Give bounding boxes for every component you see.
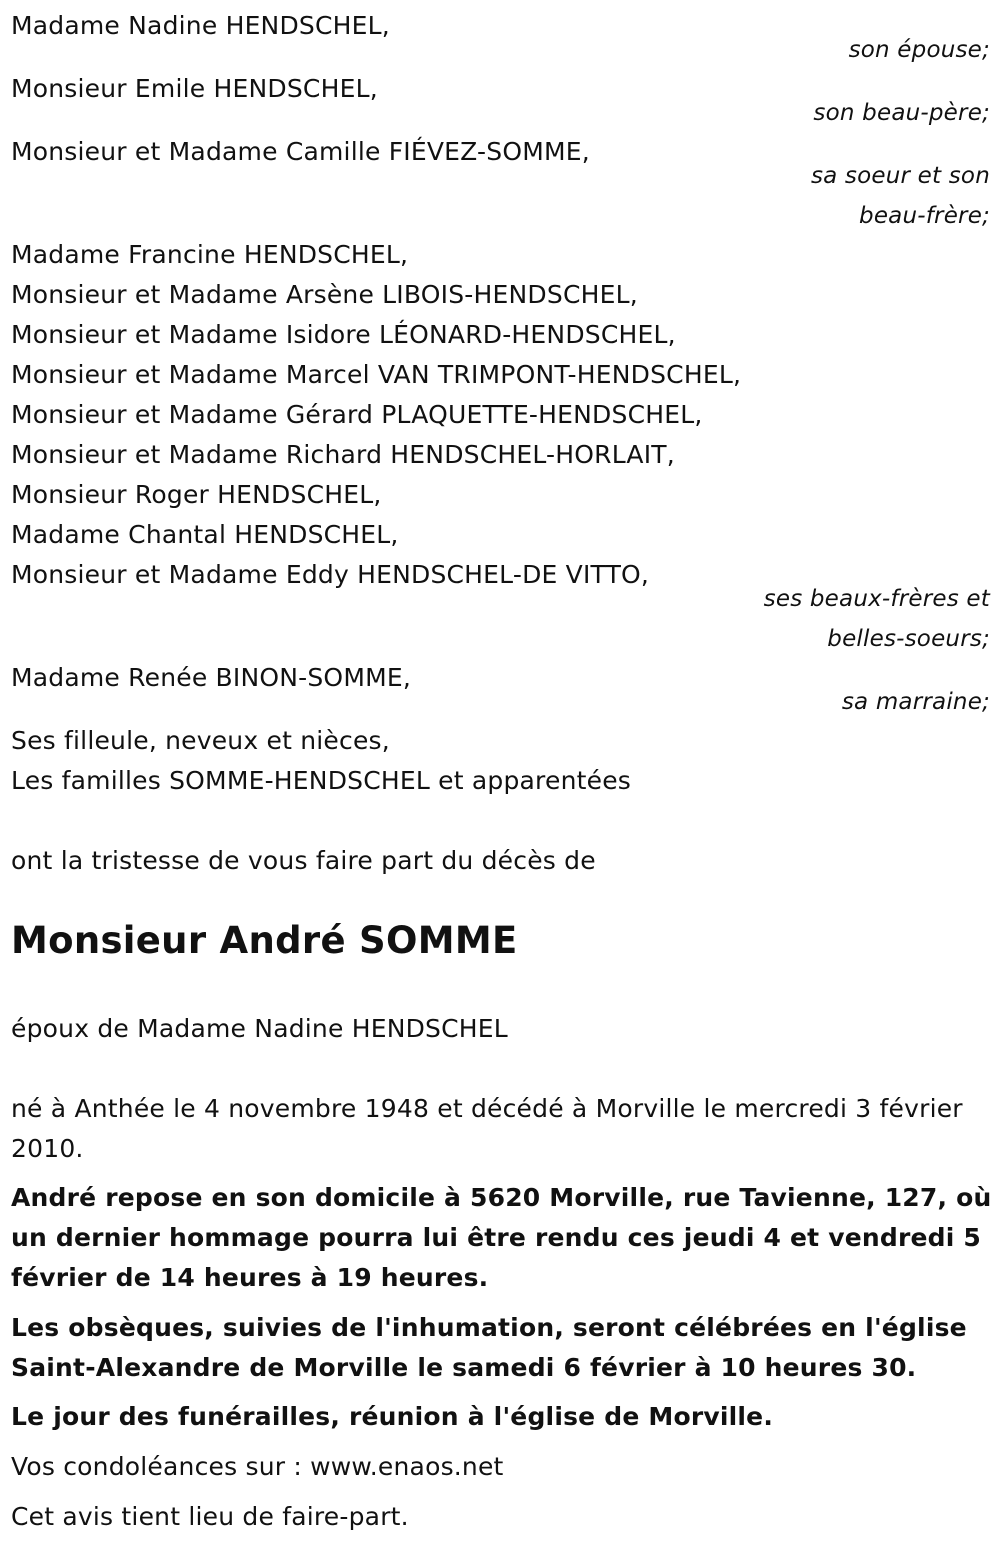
deceased-name: Monsieur André SOMME — [11, 919, 518, 962]
meeting-line: Le jour des funérailles, réunion à l'église de Morville. — [11, 1402, 774, 1431]
family-line: Monsieur et Madame Isidore LÉONARD-HENDSCHEL, — [11, 320, 676, 349]
relation-label: son épouse; — [848, 37, 990, 63]
family-line: Ses filleule, neveux et nièces, — [11, 726, 390, 755]
family-line: Monsieur et Madame Arsène LIBOIS-HENDSCHEL, — [11, 280, 638, 309]
wake-paragraph: André repose en son domicile à 5620 Morville, rue Tavienne, 127, où un dernier hommage pourra lui être rendu ces jeudi 4 et vendredi 5 février de 14 heures à 19 heures. — [11, 1183, 992, 1292]
spouse-line: époux de Madame Nadine HENDSCHEL — [11, 1014, 508, 1043]
relation-label: ses beaux-frères et — [763, 586, 990, 612]
family-line: Madame Nadine HENDSCHEL, — [11, 11, 390, 40]
notice-line: Cet avis tient lieu de faire-part. — [11, 1502, 409, 1531]
family-line: Monsieur et Madame Marcel VAN TRIMPONT-HENDSCHEL, — [11, 360, 742, 389]
relation-label: sa soeur et son — [810, 163, 990, 189]
family-line: Madame Renée BINON-SOMME, — [11, 663, 411, 692]
announcement: ont la tristesse de vous faire part du décès de — [11, 846, 596, 875]
funeral-paragraph: Les obsèques, suivies de l'inhumation, seront célébrées en l'église Saint-Alexandre de Morville le samedi 6 février à 10 heures 30. — [11, 1313, 967, 1382]
relation-label: beau-frère; — [859, 203, 990, 229]
relation-label: son beau-père; — [813, 100, 990, 126]
family-line: Monsieur et Madame Richard HENDSCHEL-HORLAIT, — [11, 440, 675, 469]
family-line: Madame Francine HENDSCHEL, — [11, 240, 409, 269]
condolences-line: Vos condoléances sur : www.enaos.net — [11, 1452, 504, 1481]
family-line: Les familles SOMME-HENDSCHEL et apparentées — [11, 766, 632, 795]
relation-label: sa marraine; — [841, 689, 990, 715]
family-line: Madame Chantal HENDSCHEL, — [11, 520, 399, 549]
relation-label: belles-soeurs; — [827, 626, 990, 652]
family-line: Monsieur Emile HENDSCHEL, — [11, 74, 378, 103]
family-line: Monsieur et Madame Gérard PLAQUETTE-HENDSCHEL, — [11, 400, 703, 429]
family-line: Monsieur et Madame Eddy HENDSCHEL-DE VITTO, — [11, 560, 650, 589]
family-line: Monsieur Roger HENDSCHEL, — [11, 480, 382, 509]
birth-death-paragraph: né à Anthée le 4 novembre 1948 et décédé à Morville le mercredi 3 février 2010. — [11, 1094, 963, 1163]
family-line: Monsieur et Madame Camille FIÉVEZ-SOMME, — [11, 137, 590, 166]
